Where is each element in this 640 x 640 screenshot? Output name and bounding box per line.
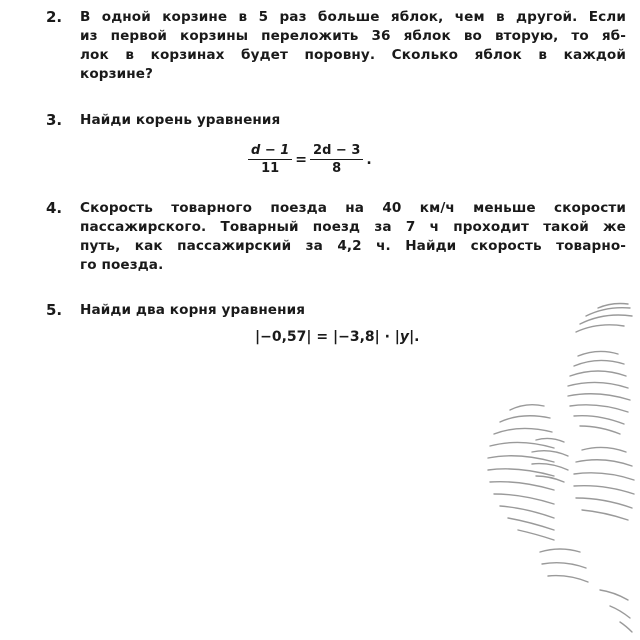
denominator: 11 bbox=[261, 161, 280, 176]
decorative-swirl-pattern bbox=[470, 290, 640, 640]
text-line: лок в корзинах будет поровну. Сколько яблок в каждой bbox=[80, 47, 626, 63]
fraction-left bbox=[248, 142, 292, 177]
text-line: Найди два корня уравнения bbox=[80, 302, 306, 318]
equation-part: |−0,57| = |−3,8| · | bbox=[255, 329, 400, 345]
problem-4 bbox=[46, 199, 626, 275]
numerator: d − 1 bbox=[248, 142, 292, 160]
equation-part: |. bbox=[409, 329, 420, 345]
text-line: из первой корзины переложить 36 яблок во вторую, то яб- bbox=[80, 28, 626, 44]
problem-2 bbox=[46, 8, 626, 84]
text-line: корзине? bbox=[80, 66, 154, 82]
problem-number: 3. bbox=[46, 111, 63, 129]
fraction-right bbox=[310, 142, 363, 177]
equation-fractions bbox=[248, 142, 375, 177]
text-line: Скорость товарного поезда на 40 км/ч меньше скорости bbox=[80, 200, 626, 216]
problem-text bbox=[80, 111, 626, 130]
text-line: го поезда. bbox=[80, 257, 164, 273]
problem-number: 5. bbox=[46, 301, 63, 319]
numerator: 2d − 3 bbox=[310, 142, 363, 160]
denominator: 8 bbox=[332, 161, 342, 176]
text-line: Найди корень уравнения bbox=[80, 112, 281, 128]
period: . bbox=[366, 151, 372, 168]
problem-text bbox=[80, 8, 626, 84]
variable: y bbox=[399, 329, 410, 345]
problem-text bbox=[80, 199, 626, 275]
equals-sign: = bbox=[295, 151, 308, 168]
problem-number: 4. bbox=[46, 199, 63, 217]
text-line: путь, как пассажирский за 4,2 ч. Найди скорость товарно- bbox=[80, 238, 626, 254]
problem-number: 2. bbox=[46, 8, 63, 26]
equation-absolute bbox=[255, 327, 420, 347]
text-line: пассажирского. Товарный поезд за 7 ч проходит такой же bbox=[80, 219, 626, 235]
text-line: В одной корзине в 5 раз больше яблок, чем в другой. Если bbox=[80, 9, 626, 25]
problem-3 bbox=[46, 111, 626, 130]
